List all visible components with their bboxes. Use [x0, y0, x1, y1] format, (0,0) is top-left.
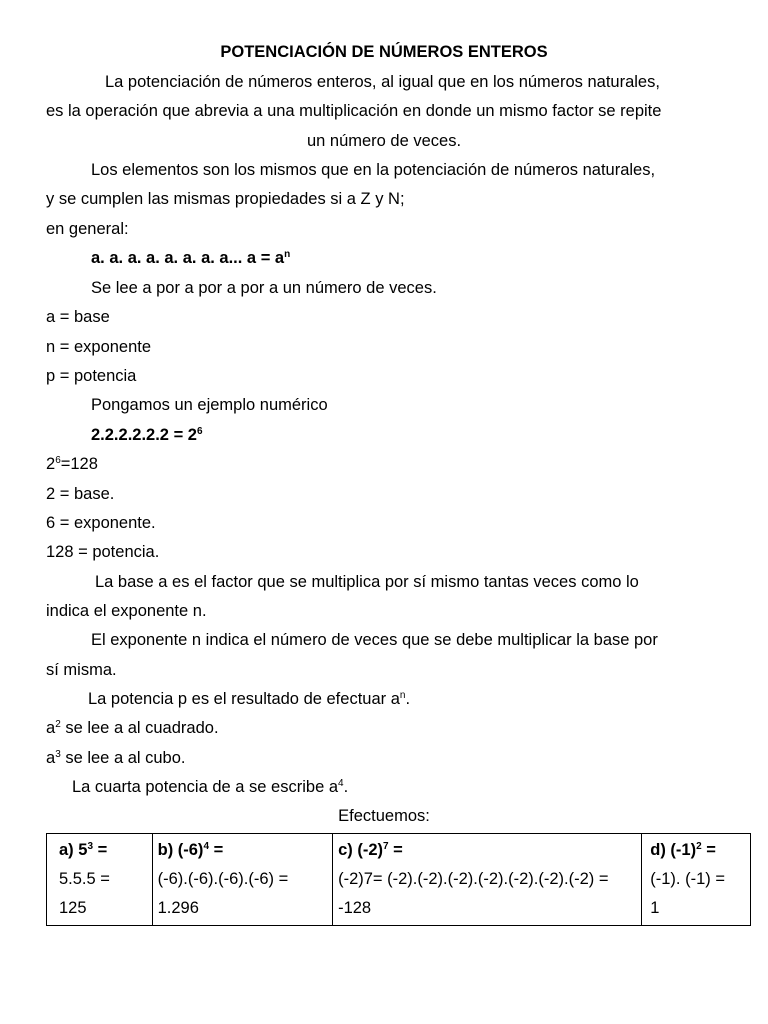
- elements-line-1: Los elementos son los mismos que en la potenciación de números naturales,: [91, 161, 656, 179]
- intro-line-1: La potenciación de números enteros, al igual que en los números naturales,: [105, 73, 660, 91]
- exercise-a-heading-base: a) 5: [59, 841, 88, 859]
- square-base: a: [46, 719, 56, 737]
- general-formula-base: a. a. a. a. a. a. a. a... a = a: [91, 249, 285, 267]
- example-exponent: 6 = exponente.: [46, 514, 156, 532]
- example-result-exponent: 6: [55, 455, 61, 466]
- exercise-c: [333, 834, 642, 926]
- example-result-value: =128: [60, 455, 98, 473]
- exercise-d-heading: [650, 836, 745, 865]
- example-formula-exponent: 6: [196, 426, 203, 437]
- general-formula-exponent: n: [284, 249, 291, 260]
- example-base: 2 = base.: [46, 485, 115, 503]
- fourth-power-exponent: 4: [338, 778, 344, 789]
- def-power: p = potencia: [46, 367, 137, 385]
- exercise-b-heading-exponent: 4: [203, 841, 209, 852]
- def-base: a = base: [46, 308, 110, 326]
- exercise-c-expansion: (-2)7= (-2).(-2).(-2).(-2).(-2).(-2).(-2) =: [338, 870, 609, 888]
- exercise-c-heading-exponent: 7: [383, 841, 389, 852]
- square-exponent: 2: [55, 719, 61, 730]
- fourth-power-end: .: [343, 778, 349, 796]
- power-explain-end: .: [405, 690, 411, 708]
- power-explain: [88, 687, 410, 711]
- elements-line-3: en general:: [46, 220, 129, 238]
- exercise-c-heading-equals: =: [388, 841, 403, 859]
- elements-line-2: y se cumplen las mismas propiedades si a Z y N;: [46, 190, 405, 208]
- exercise-title: Efectuemos:: [338, 807, 430, 825]
- exercise-d-result: 1: [650, 899, 660, 917]
- square-text: se lee a al cuadrado.: [60, 719, 219, 737]
- exercise-b-result: 1.296: [157, 899, 199, 917]
- exercise-table: [46, 833, 751, 926]
- reading-text: Se lee a por a por a por a un número de veces.: [91, 279, 437, 297]
- exercise-d-heading-exponent: 2: [696, 841, 702, 852]
- cube-text: se lee a al cubo.: [60, 749, 186, 767]
- def-exponent: n = exponente: [46, 338, 152, 356]
- exponent-explain-line-2: sí misma.: [46, 661, 117, 679]
- exercise-d-heading-base: d) (-1): [650, 841, 697, 859]
- exercise-b-heading-base: b) (-6): [157, 841, 204, 859]
- example-power: 128 = potencia.: [46, 543, 160, 561]
- exercise-b-heading-equals: =: [209, 841, 224, 859]
- fourth-power-reading: [72, 775, 348, 799]
- exercise-a-heading-exponent: 3: [87, 841, 93, 852]
- exercise-d-heading-equals: =: [701, 841, 716, 859]
- cube-base: a: [46, 749, 56, 767]
- exercise-d-expansion: (-1). (-1) =: [650, 870, 725, 888]
- exercise-c-result: -128: [338, 899, 372, 917]
- example-formula: [91, 423, 203, 447]
- exercise-d: [642, 834, 751, 926]
- page-title: POTENCIACIÓN DE NÚMEROS ENTEROS: [220, 43, 548, 61]
- base-explain-line-1: La base a es el factor que se multiplica por sí mismo tantas veces como lo: [95, 573, 639, 591]
- exercise-a-heading-equals: =: [93, 841, 108, 859]
- base-explain-line-2: indica el exponente n.: [46, 602, 207, 620]
- square-reading: [46, 716, 219, 740]
- intro-line-3: un número de veces.: [306, 132, 462, 150]
- power-explain-text: La potencia p es el resultado de efectuar a: [88, 690, 400, 708]
- general-formula: [91, 246, 290, 270]
- exercise-c-heading: [338, 836, 636, 865]
- exercise-a: [47, 834, 153, 926]
- cube-reading: [46, 746, 186, 770]
- cube-exponent: 3: [55, 749, 61, 760]
- example-intro: Pongamos un ejemplo numérico: [91, 396, 328, 414]
- intro-line-2: es la operación que abrevia a una multiplicación en donde un mismo factor se repite: [46, 102, 662, 120]
- power-explain-exponent: n: [399, 690, 406, 701]
- fourth-power-text: La cuarta potencia de a se escribe a: [72, 778, 339, 796]
- exercise-a-result: 125: [59, 899, 87, 917]
- exercise-b-expansion: (-6).(-6).(-6).(-6) =: [157, 870, 289, 888]
- example-result: [46, 452, 98, 476]
- example-result-base: 2: [46, 455, 56, 473]
- table-row: [47, 834, 751, 926]
- exercise-b-heading: [158, 836, 327, 865]
- exercise-a-heading: [59, 836, 147, 865]
- exponent-explain-line-1: El exponente n indica el número de veces que se debe multiplicar la base por: [91, 631, 658, 649]
- exercise-a-expansion: 5.5.5 =: [59, 870, 110, 888]
- exercise-b: [152, 834, 332, 926]
- example-formula-base: 2.2.2.2.2.2 = 2: [91, 426, 197, 444]
- exercise-c-heading-base: c) (-2): [338, 841, 383, 859]
